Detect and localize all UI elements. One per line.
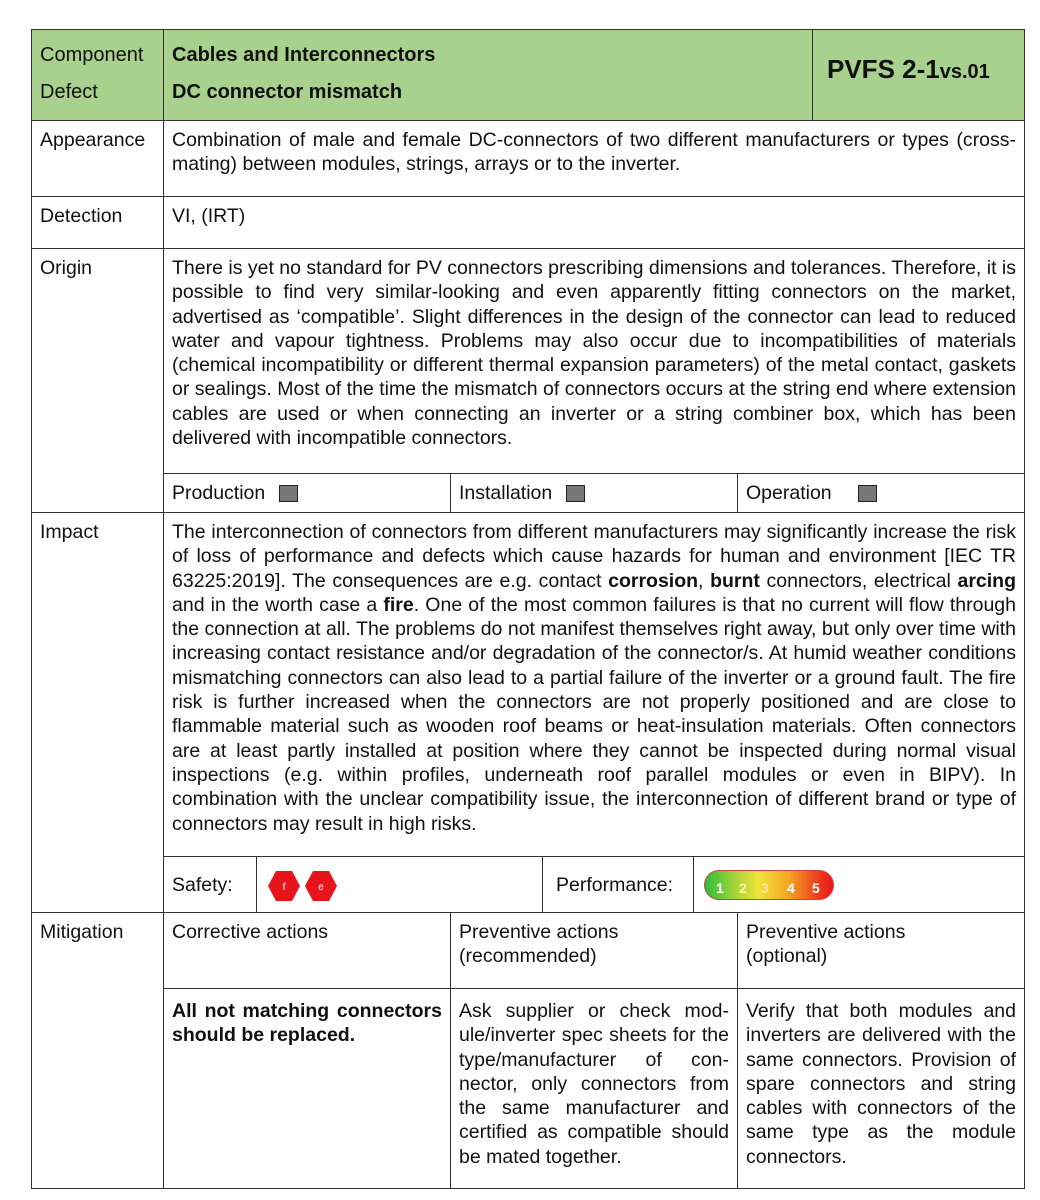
preventive-recommended-text: Ask supplier or check module/inverter spec sheets for the type/manufacturer of connector, only connectors from the same manufacturer and certified as compatible should be mated together. [450,988,738,1189]
performance-scale [704,870,834,900]
safety-hazard-e-letter: e [318,882,324,893]
operation-checkbox [858,485,877,502]
impact-bold-arcing: arcing [957,569,1016,592]
impact-text-3: connectors, electrical [759,569,958,592]
safety-label-cell [163,856,257,913]
impact-text-2: , [698,569,711,592]
preventive-optional-header: Preventive actions (optional) [737,912,1025,989]
header-value-cell [163,29,813,121]
mitigation-label: Mitigation [31,912,164,1189]
sheet-code: PVFS 2-1 [827,54,940,84]
performance-scale-cell [693,856,1025,913]
performance-level-3: 3 [761,880,769,896]
detection-label: Detection [31,196,164,249]
safety-hazard-e-icon [304,870,338,902]
safety-icons-cell [256,856,543,913]
performance-level-4: 4 [787,880,795,896]
performance-label: Performance: [556,874,674,896]
performance-label-cell [542,856,694,913]
origin-label: Origin [31,248,164,513]
phase-production [163,473,451,513]
phase-operation [737,473,1025,513]
corrective-actions-text: All not matching connectors should be replaced. [163,988,451,1189]
installation-checkbox [566,485,585,502]
phase-installation [450,473,738,513]
performance-level-1: 1 [716,880,724,896]
appearance-text: Combination of male and female DC-connectors of two different manufacturers or types (cross-mating) between modules, strings, arrays or to the inverter. [163,120,1025,197]
preventive-recommended-header: Preventive actions (recommended) [450,912,738,989]
impact-text-1: The interconnection of connectors from different manufacturers may significantly increase the risk of loss of performance and defects which cause hazards for human and environment [IEC TR 63225:2019]. The consequences are e.g. contact [172,521,1016,592]
preventive-optional-text: Verify that both modules and inverters are delivered with the same connectors. Provision of spare connectors and string cables with connectors of the same type as the module connectors. [737,988,1025,1189]
appearance-label: Appearance [31,120,164,197]
phase-operation-label: Operation [746,482,832,504]
header-code-cell [812,29,1025,121]
safety-label: Safety: [172,874,233,896]
safety-hazard-f-icon [267,870,301,902]
phase-installation-label: Installation [459,482,553,504]
impact-bold-fire: fire [383,593,414,616]
production-checkbox [279,485,298,502]
performance-level-2: 2 [739,880,747,896]
performance-level-5: 5 [812,880,820,896]
detection-text: VI, (IRT) [163,196,1025,249]
sheet-version: vs.01 [939,61,990,83]
component-value: Cables and Interconnectors [172,44,436,66]
header-label-cell [31,29,164,121]
impact-text-4: and in the worth case a [172,593,384,616]
defect-label: Defect [40,81,98,103]
impact-bold-corrosion: corrosion [608,569,699,592]
safety-hazard-f-letter: f [282,882,286,893]
phase-production-label: Production [172,482,266,504]
component-label: Component [40,44,144,66]
corrective-actions-header: Corrective actions [163,912,451,989]
origin-text: There is yet no standard for PV connectors prescribing dimensions and tolerances. Therefore, it is possible to find very similar-looking and even apparently fitting connectors on the market, advertised as ‘compatible’. Slight differences in the design of the connector can lead to reduced water and vapour tightness. Problems may also occur due to incompatibilities of materials (chemical incompatibility or different thermal expansion parameters) of the metal contact, gaskets or sealings. Most of the time the mismatch of connectors occurs at the string end where extension cables are used or when connecting an inverter or a string combiner box, which has been delivered with incompatible connectors. [163,248,1025,474]
impact-label: Impact [31,512,164,913]
defect-value: DC connector mismatch [172,81,403,103]
defect-sheet [31,29,1025,1189]
impact-text [163,512,1025,857]
impact-text-5: . One of the most common failures is that no current will flow through the connection at all. The problems do not manifest themselves right away, but only over time with increasing contact resistance and/or degradation of the connector/s. At humid weather conditions mismatching connectors can also lead to a partial failure of the inverter or a ground fault. The fire risk is further increased when the connectors are not properly positioned and are close to flammable material such as wooden roof beams or heat-insulation materials. Often connectors are at least partly installed at position where they cannot be inspected during normal visual inspections (e.g. within profiles, underneath roof parallel modules or even in BIPV). In combination with the unclear compatibility issue, the interconnection of different brand or type of connectors may result in high risks. [172,593,1016,835]
impact-bold-burnt: burnt [710,569,760,592]
